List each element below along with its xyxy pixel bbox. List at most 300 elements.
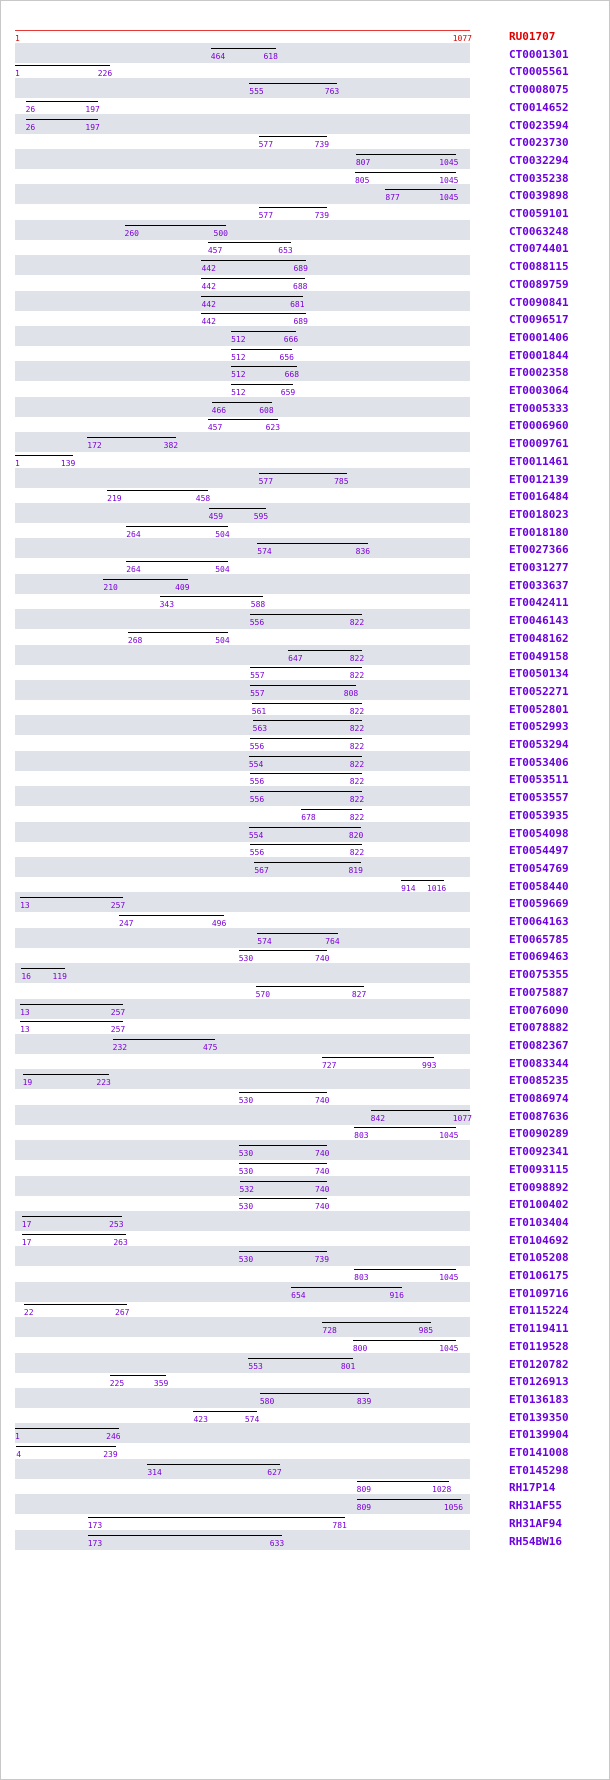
sequence-name: ET0054098 (509, 826, 569, 840)
end-position: 656 (279, 352, 294, 362)
alignment-line (208, 242, 291, 243)
sequence-name: ET0018023 (509, 507, 569, 521)
alignment-line (353, 1340, 457, 1341)
alignment-line (211, 48, 276, 49)
sequence-name: ET0001406 (509, 330, 569, 344)
end-position: 985 (418, 1326, 434, 1336)
alignment-line (160, 596, 264, 597)
sequence-name: RH31AF94 (509, 1516, 562, 1530)
start-position: 260 (124, 228, 139, 238)
end-position: 1077 (452, 1113, 472, 1123)
end-position: 668 (284, 370, 300, 380)
end-position: 608 (259, 405, 274, 415)
end-position: 666 (283, 334, 299, 344)
start-position: 727 (321, 1060, 337, 1070)
sequence-name: ET0104692 (509, 1233, 569, 1247)
end-position: 763 (324, 87, 340, 97)
start-position: 442 (201, 281, 216, 291)
end-position: 500 (213, 228, 228, 238)
end-position: 688 (293, 281, 308, 291)
end-position: 822 (349, 671, 365, 681)
sequence-name: ET0053511 (509, 773, 569, 787)
sequence-name: ET0119528 (509, 1339, 569, 1353)
alignment-line (249, 83, 337, 84)
end-position: 822 (349, 742, 365, 751)
start-position: 556 (249, 777, 265, 787)
sequence-name: ET0054497 (509, 844, 569, 858)
end-position: 1016 (426, 883, 447, 893)
alignment-line (208, 419, 278, 420)
sequence-name: CT0023594 (509, 118, 569, 132)
end-position: 1028 (432, 1485, 452, 1495)
alignment-line (253, 720, 363, 721)
alignment-line (257, 933, 337, 934)
alignment-line (21, 968, 65, 969)
alignment-line (16, 1446, 115, 1447)
end-position: 359 (153, 1379, 169, 1389)
alignment-line (15, 455, 73, 456)
sequence-name: CT0035238 (509, 171, 569, 185)
alignment-line (87, 437, 176, 438)
end-position: 1056 (443, 1503, 464, 1513)
start-position: 314 (147, 1467, 162, 1477)
start-position: 728 (322, 1326, 337, 1336)
end-position: 822 (349, 812, 365, 822)
sequence-name: CT0096517 (509, 313, 569, 327)
alignment-line (322, 1057, 434, 1058)
start-position: 574 (257, 547, 272, 557)
end-position: 993 (422, 1060, 437, 1070)
sequence-name: CT0039898 (509, 189, 569, 203)
end-position: 504 (215, 529, 230, 539)
alignment-line (128, 632, 228, 633)
start-position: 809 (356, 1503, 372, 1513)
alignment-line (260, 1393, 370, 1394)
start-position: 1 (15, 1432, 20, 1442)
sequence-name: ET0042411 (509, 596, 569, 610)
sequence-name: ET0018180 (509, 525, 569, 539)
sequence-name: CT0005561 (509, 65, 569, 79)
sequence-name: ET0053406 (509, 755, 569, 769)
start-position: 13 (20, 1007, 30, 1017)
end-position: 257 (110, 1025, 126, 1035)
alignment-line (201, 260, 305, 261)
end-position: 740 (315, 954, 330, 964)
alignment-line (231, 384, 293, 385)
sequence-name: ET0053294 (509, 738, 569, 751)
sequence-name: ET0058440 (509, 879, 569, 893)
end-position: 223 (96, 1078, 111, 1088)
sequence-name: CT0059101 (509, 207, 569, 220)
start-position: 232 (112, 1042, 128, 1052)
sequence-name: ET0065785 (509, 932, 569, 946)
start-position: 264 (126, 565, 141, 574)
start-position: 172 (87, 441, 102, 451)
alignment-line (126, 526, 227, 527)
alignment-line (201, 278, 305, 279)
alignment-line (20, 1021, 123, 1022)
start-position: 13 (20, 901, 30, 911)
end-position: 1045 (439, 1131, 459, 1141)
start-position: 678 (301, 812, 316, 822)
end-position: 458 (195, 494, 211, 504)
sequence-name: ET0002358 (509, 366, 569, 380)
end-position: 827 (351, 989, 367, 999)
start-position: 1 (15, 34, 20, 43)
sequence-name: ET0006960 (509, 419, 569, 433)
end-position: 595 (253, 511, 269, 521)
sequence-name: CT0001301 (509, 47, 569, 61)
alignment-line (113, 1039, 216, 1040)
alignment-line (239, 1092, 328, 1093)
end-position: 246 (106, 1432, 121, 1442)
end-position: 1045 (439, 193, 459, 203)
alignment-line (24, 1304, 128, 1305)
alignment-line (301, 809, 362, 810)
alignment-line (250, 844, 362, 845)
start-position: 268 (127, 635, 143, 645)
end-position: 822 (349, 759, 365, 769)
start-position: 553 (248, 1361, 263, 1371)
end-position: 659 (280, 388, 296, 397)
end-position: 781 (332, 1520, 347, 1530)
end-position: 822 (349, 724, 365, 734)
start-position: 512 (231, 370, 246, 380)
end-position: 627 (267, 1467, 282, 1477)
sequence-name: ET0083344 (509, 1056, 569, 1070)
start-position: 442 (201, 264, 216, 274)
sequence-name: ET0139350 (509, 1410, 569, 1424)
alignment-line (240, 1181, 328, 1182)
start-position: 512 (231, 388, 246, 397)
sequence-name: ET0016484 (509, 490, 569, 504)
end-position: 496 (211, 919, 227, 928)
alignment-line (88, 1517, 345, 1518)
start-position: 563 (252, 724, 268, 734)
alignment-line (212, 402, 272, 403)
end-position: 916 (389, 1290, 404, 1300)
end-position: 618 (263, 51, 278, 61)
sequence-name: CT0063248 (509, 224, 569, 238)
sequence-name: ET0052801 (509, 702, 569, 716)
sequence-name: ET0092341 (509, 1145, 569, 1159)
sequence-name: ET0126913 (509, 1375, 569, 1389)
sequence-name: CT0023730 (509, 136, 569, 150)
start-position: 423 (193, 1414, 208, 1424)
sequence-name: ET0119411 (509, 1322, 569, 1336)
end-position: 623 (265, 423, 281, 433)
start-position: 800 (352, 1343, 368, 1353)
alignment-line (147, 1464, 279, 1465)
start-position: 803 (354, 1273, 369, 1282)
alignment-line (125, 225, 226, 226)
sequence-name: ET0109716 (509, 1286, 569, 1300)
start-position: 442 (201, 317, 216, 327)
alignment-line (354, 1269, 456, 1270)
alignment-line (291, 1287, 402, 1288)
alignment-line (193, 1411, 257, 1412)
start-position: 457 (207, 423, 223, 433)
start-position: 557 (250, 688, 265, 698)
alignment-line (371, 1110, 470, 1111)
alignment-line (385, 189, 456, 190)
end-position: 836 (355, 547, 371, 557)
start-position: 567 (254, 865, 269, 875)
alignment-line (249, 756, 362, 757)
end-position: 681 (290, 299, 305, 309)
start-position: 809 (356, 1485, 372, 1495)
start-position: 530 (238, 1096, 254, 1105)
alignment-line (252, 703, 362, 704)
start-position: 805 (354, 175, 370, 185)
alignment-line (250, 614, 362, 615)
start-position: 561 (251, 706, 267, 716)
alignment-line (322, 1322, 431, 1323)
start-position: 173 (87, 1520, 103, 1530)
start-position: 457 (207, 246, 223, 256)
alignment-line (259, 473, 347, 474)
alignment-line (20, 897, 123, 898)
alignment-line (250, 667, 362, 668)
reference-line (15, 30, 470, 31)
start-position: 26 (25, 104, 36, 114)
end-position: 226 (97, 69, 113, 79)
sequence-name: ET0048162 (509, 631, 569, 645)
start-position: 842 (370, 1113, 386, 1123)
sequence-name: ET0046143 (509, 614, 569, 628)
end-position: 1077 (452, 34, 472, 43)
start-position: 512 (231, 352, 246, 362)
end-position: 633 (269, 1538, 285, 1548)
alignment-line (249, 827, 361, 828)
sequence-name: ET0003064 (509, 384, 569, 397)
end-position: 689 (293, 317, 308, 327)
end-position: 822 (349, 653, 365, 663)
start-position: 577 (258, 476, 274, 486)
sequence-name: ET0011461 (509, 454, 569, 468)
alignment-line (254, 862, 361, 863)
alignment-line (357, 1499, 461, 1500)
start-position: 17 (21, 1237, 32, 1247)
sequence-name: CT0089759 (509, 277, 569, 291)
start-position: 219 (107, 494, 122, 504)
alignment-line (88, 1535, 283, 1536)
alignment-line (250, 791, 362, 792)
start-position: 512 (231, 334, 246, 344)
sequence-name: ET0033637 (509, 578, 569, 592)
sequence-name: ET0059669 (509, 897, 569, 911)
start-position: 4 (16, 1450, 22, 1459)
sequence-name: ET0069463 (509, 950, 569, 964)
end-position: 574 (244, 1414, 260, 1424)
start-position: 556 (249, 848, 265, 858)
end-position: 822 (349, 618, 365, 628)
alignment-line (26, 119, 98, 120)
end-position: 139 (60, 458, 76, 468)
end-position: 822 (349, 795, 365, 805)
start-position: 343 (159, 600, 175, 610)
sequence-name: ET0115224 (509, 1304, 569, 1318)
end-position: 839 (356, 1396, 372, 1406)
sequence-name: ET0053557 (509, 791, 569, 805)
sequence-name: ET0012139 (509, 472, 569, 486)
alignment-line (250, 738, 362, 739)
start-position: 13 (20, 1025, 30, 1035)
sequence-name: CT0074401 (509, 242, 569, 256)
start-position: 577 (258, 211, 274, 220)
start-position: 530 (238, 1202, 254, 1212)
end-position: 267 (115, 1308, 130, 1318)
alignment-line (231, 349, 292, 350)
alignment-line (288, 650, 362, 651)
start-position: 532 (239, 1184, 254, 1194)
end-position: 822 (349, 706, 365, 716)
sequence-name: ET0090289 (509, 1127, 569, 1141)
sequence-name: ET0075887 (509, 985, 569, 999)
alignment-line (119, 915, 224, 916)
alignment-line (256, 986, 365, 987)
alignment-row (15, 1530, 562, 1550)
sequence-name: ET0136183 (509, 1392, 569, 1406)
end-position: 740 (315, 1184, 330, 1194)
sequence-name: CT0014652 (509, 100, 569, 114)
start-position: 580 (259, 1396, 275, 1406)
start-position: 466 (211, 405, 227, 415)
end-position: 1045 (439, 175, 459, 185)
end-position: 382 (163, 441, 179, 451)
sequence-name: CT0090841 (509, 295, 569, 309)
end-position: 257 (110, 901, 126, 911)
end-position: 689 (293, 264, 308, 274)
end-position: 819 (348, 865, 363, 875)
sequence-name: ET0027366 (509, 543, 569, 557)
end-position: 197 (85, 104, 100, 114)
sequence-name: ET0054769 (509, 861, 569, 875)
start-position: 459 (208, 511, 224, 521)
alignment-line (239, 1145, 328, 1146)
alignment-line (15, 1428, 119, 1429)
start-position: 442 (201, 299, 216, 309)
end-position: 785 (334, 476, 349, 486)
alignment-line (126, 561, 227, 562)
end-position: 504 (215, 565, 230, 574)
start-position: 1 (15, 458, 20, 468)
start-position: 555 (249, 87, 264, 97)
start-position: 26 (25, 122, 36, 132)
sequence-name: ET0001844 (509, 348, 569, 362)
end-position: 475 (202, 1042, 218, 1052)
sequence-name: CT0032294 (509, 153, 569, 167)
end-position: 740 (315, 1202, 330, 1212)
end-position: 739 (314, 211, 330, 220)
alignment-line (107, 490, 208, 491)
alignment-line (110, 1375, 167, 1376)
alignment-line (201, 296, 302, 297)
alignment-line (401, 880, 444, 881)
start-position: 17 (21, 1219, 32, 1229)
sequence-name: ET0053935 (509, 808, 569, 822)
alignment-line (231, 331, 296, 332)
sequence-name: ET0139904 (509, 1428, 569, 1442)
end-position: 801 (340, 1361, 356, 1371)
sequence-name: RH17P14 (509, 1481, 556, 1495)
start-position: 16 (21, 972, 31, 982)
sequence-name: ET0120782 (509, 1357, 569, 1371)
end-position: 764 (325, 936, 340, 946)
sequence-name: ET0078882 (509, 1021, 569, 1035)
start-position: 225 (109, 1379, 125, 1389)
sequence-name: ET0087636 (509, 1109, 569, 1123)
alignment-line (22, 1216, 122, 1217)
alignment-line (103, 579, 187, 580)
alignment-line (15, 65, 110, 66)
sequence-name: RH54BW16 (509, 1534, 562, 1548)
sequence-name: ET0141008 (509, 1446, 569, 1459)
end-position: 197 (85, 122, 100, 132)
start-position: 647 (288, 653, 303, 663)
alignment-line (209, 508, 267, 509)
end-position: 740 (315, 1166, 330, 1176)
sequence-name: ET0082367 (509, 1038, 569, 1052)
start-position: 554 (248, 830, 264, 840)
start-position: 574 (257, 936, 272, 946)
sequence-name: ET0098892 (509, 1180, 569, 1194)
start-position: 577 (258, 140, 274, 150)
alignment-line (259, 136, 328, 137)
alignment-line (257, 543, 368, 544)
alignment-line (239, 1251, 327, 1252)
end-position: 820 (348, 830, 364, 840)
start-position: 554 (248, 759, 264, 769)
start-position: 654 (291, 1290, 306, 1300)
sequence-name: ET0052271 (509, 684, 569, 698)
alignment-line (354, 1127, 456, 1128)
end-position: 1045 (439, 157, 459, 167)
sequence-name: RH31AF55 (509, 1499, 562, 1513)
sequence-name: ET0093115 (509, 1162, 569, 1176)
sequence-name: ET0052993 (509, 720, 569, 734)
reference-name: RU01707 (509, 30, 556, 43)
sequence-name: ET0064163 (509, 915, 569, 928)
start-position: 556 (249, 742, 265, 751)
end-position: 739 (314, 1255, 330, 1265)
sequence-name: CT0008075 (509, 83, 569, 97)
end-position: 257 (110, 1007, 126, 1017)
end-position: 740 (315, 1149, 330, 1159)
alignment-line (355, 172, 456, 173)
end-position: 808 (343, 688, 359, 698)
end-position: 119 (52, 972, 67, 982)
alignment-line (259, 207, 328, 208)
sequence-name: ET0085235 (509, 1074, 569, 1088)
sequence-name: CT0088115 (509, 260, 569, 274)
alignment-line (26, 101, 98, 102)
start-position: 556 (249, 795, 265, 805)
end-position: 1045 (439, 1343, 459, 1353)
alignment-line (239, 1163, 328, 1164)
sequence-name: ET0009761 (509, 437, 569, 451)
sequence-name: ET0103404 (509, 1215, 569, 1229)
end-position: 253 (109, 1219, 124, 1229)
end-position: 740 (315, 1096, 330, 1105)
end-position: 1045 (439, 1273, 459, 1282)
alignment-line (239, 1198, 328, 1199)
end-position: 739 (314, 140, 330, 150)
alignment-line (250, 773, 362, 774)
start-position: 557 (250, 671, 265, 681)
start-position: 807 (355, 157, 371, 167)
alignment-line (248, 1358, 353, 1359)
